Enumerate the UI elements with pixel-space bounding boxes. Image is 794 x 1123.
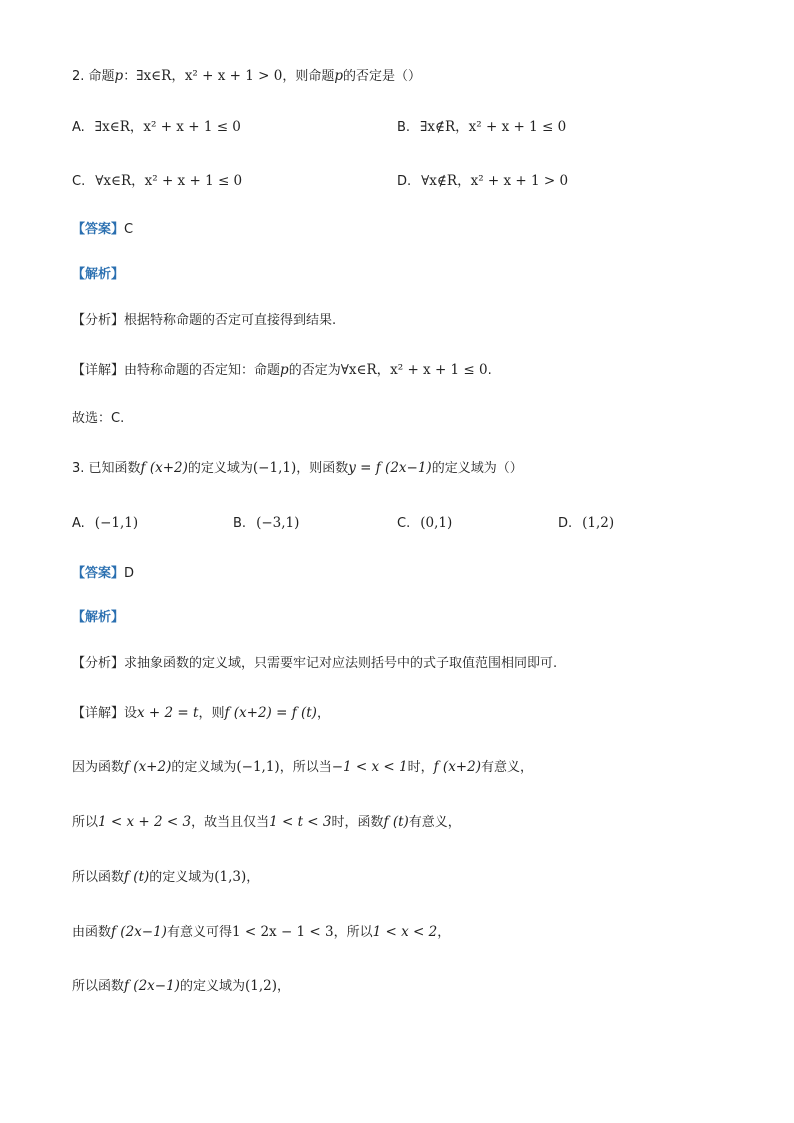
q2-xiangjie [72,360,492,381]
text: 时， [407,760,434,775]
answer-tag: 【答案】 [72,222,125,237]
math: (1,3) [214,869,247,885]
q3-detail-line-4 [72,867,259,888]
fenxi-text: 求抽象函数的定义域，只需要牢记对应法则括号中的式子取值范围相同即可. [124,656,558,671]
text: 的定义域为 [171,760,237,775]
q3-stem-a: 3. 已知函数 [72,461,141,476]
text: 所以 [72,815,99,830]
xiangjie-tag: 【详解】 [72,363,125,378]
option-letter: D. [397,174,412,189]
option-text: ∀x∉R，x² + x + 1 > 0 [421,173,569,189]
q2-fenxi [72,311,336,331]
text: 所以函数 [72,979,125,994]
option-letter: D. [558,516,573,531]
xiangjie-p: p [280,362,289,378]
q3-detail-line-5 [72,922,450,943]
q2-option-d [397,171,568,192]
q2-stem-p: p [114,68,124,84]
q2-stem-colon: ： [123,69,137,84]
answer-tag: 【答案】 [72,566,125,581]
analysis-tag: 【解析】 [72,610,125,625]
q2-stem-prefix: 2. 命题 [72,69,115,84]
q3-option-b [233,513,299,534]
text: 因为函数 [72,760,125,775]
math: f (x+2) = f (t) [224,705,317,721]
xiangjie-tag: 【详解】 [72,706,125,721]
option-letter: A. [72,120,85,135]
q3-stem-m2: (−1,1) [252,460,297,476]
option-letter: B. [233,516,247,531]
q2-answer [72,220,133,240]
xiangjie-text: 由特称命题的否定知：命题 [124,363,281,378]
q3-detail-line-1 [72,703,330,724]
q3-stem-c: ，则函数 [296,461,349,476]
option-text: (−3,1) [256,515,300,531]
q3-option-d [558,513,614,534]
answer-value: C [124,222,134,237]
math: f (2x−1) [111,924,167,940]
math: f (t) [383,814,409,830]
select-text: 故选：C. [72,411,125,426]
math: 1 < t < 3 [269,814,332,830]
text: 有意义可得 [166,925,232,940]
text: 的定义域为 [149,870,215,885]
math: 1 < 2x − 1 < 3 [231,924,334,940]
math: x + 2 = t [137,705,199,721]
option-text: ∃x∈R，x² + x + 1 ≤ 0 [94,119,241,135]
q3-analysis [72,608,124,628]
math: 1 < x + 2 < 3 [98,814,192,830]
q3-stem [72,458,523,479]
q3-fenxi [72,654,557,674]
q3-detail-line-2 [72,757,533,778]
math: (−1,1) [236,759,280,775]
q2-stem-end: 的否定是（） [343,69,422,84]
option-text: (−1,1) [94,515,139,531]
q3-detail-line-6 [72,976,290,997]
q2-option-c [72,171,242,192]
option-text: ∃x∉R，x² + x + 1 ≤ 0 [420,119,567,135]
q3-stem-m1: f (x+2) [140,460,188,476]
text: 由函数 [72,925,112,940]
text: ， [437,925,451,940]
option-letter: B. [397,120,411,135]
q2-stem-p2: p [334,68,343,84]
option-text: (1,2) [582,515,615,531]
text: ，则 [198,706,225,721]
q2-analysis [72,265,124,285]
math: f (t) [124,869,150,885]
math: f (x+2) [433,759,481,775]
text: ， [246,870,260,885]
option-letter: C. [72,174,86,189]
fenxi-tag: 【分析】 [72,313,125,328]
math: −1 < x < 1 [331,759,408,775]
q2-stem [72,66,421,87]
option-letter: C. [397,516,411,531]
text: 设 [124,706,138,721]
math: 1 < x < 2 [372,924,438,940]
q3-option-c [397,513,452,534]
q3-stem-b: 的定义域为 [187,461,253,476]
q3-option-a [72,513,138,534]
math: f (2x−1) [124,978,180,994]
q3-stem-m3: y = f (2x−1) [348,460,432,476]
q3-answer [72,564,134,584]
analysis-tag: 【解析】 [72,267,125,282]
text: ，故当且仅当 [191,815,270,830]
text: 有意义， [408,815,461,830]
q2-select [72,409,124,429]
text: 所以函数 [72,870,125,885]
text: 有意义， [480,760,533,775]
q2-option-a [72,117,241,138]
text: 的定义域为 [179,979,245,994]
xiangjie-math: ∀x∈R，x² + x + 1 ≤ 0 [340,362,488,378]
math: (1,2) [244,978,277,994]
option-text: (0,1) [420,515,453,531]
text: ，所以当 [279,760,332,775]
q3-detail-line-3 [72,812,461,833]
q2-option-b [397,117,566,138]
math: f (x+2) [124,759,172,775]
fenxi-tag: 【分析】 [72,656,125,671]
xiangjie-end: . [487,363,492,378]
q3-stem-d: 的定义域为（） [431,461,523,476]
q2-stem-suffix: ，则命题 [282,69,335,84]
xiangjie-text-b: 的否定为 [288,363,341,378]
text: ，所以 [333,925,373,940]
option-text: ∀x∈R，x² + x + 1 ≤ 0 [95,173,243,189]
text: 时，函数 [331,815,384,830]
fenxi-text: 根据特称命题的否定可直接得到结果. [124,313,337,328]
text: ， [276,979,290,994]
text: ， [316,706,330,721]
answer-value: D [124,566,135,581]
q2-stem-math: ∃x∈R，x² + x + 1 > 0 [136,68,283,84]
option-letter: A. [72,516,85,531]
